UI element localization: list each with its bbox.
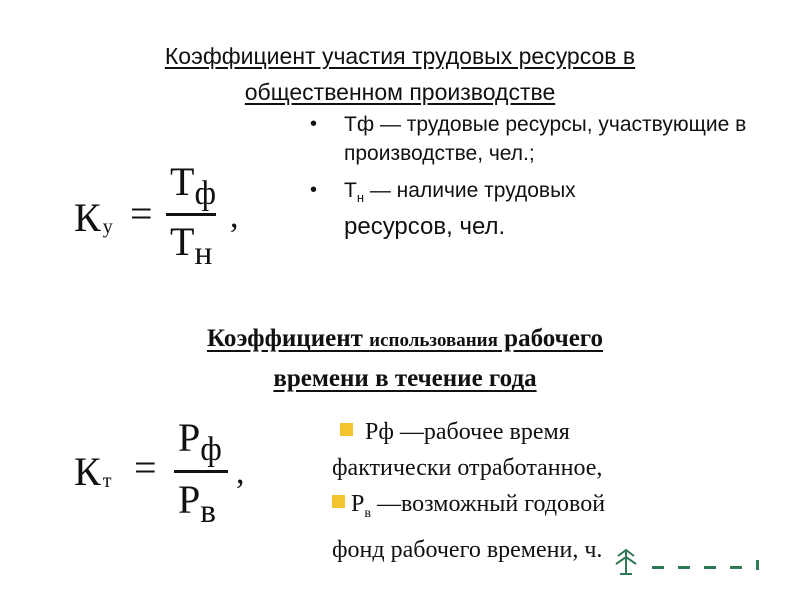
title-work-time-usage [80,320,730,398]
list-item [310,110,750,168]
formula2-den-sub: в [200,493,216,530]
bullet-icon: • [310,179,318,201]
formula2-denominator [178,477,216,532]
list1-item2-prefix: Т [344,179,357,202]
list2-item2-rest: —возможный годовой [370,491,606,517]
bullet-square-icon [332,495,345,508]
formula2-equals: = [134,445,157,490]
title2-part1: Коэффициент [206,325,370,352]
formula2-fraction-bar [174,470,228,473]
formula2-num-sub: ф [200,431,222,468]
formula2-lhs-sub: т [102,470,112,492]
formula2-comma: , [236,454,245,491]
formula1-lhs [74,195,113,247]
formula2-lhs [74,449,112,501]
definitions-list-1 [310,110,750,250]
list2-item2-prefix: Р [351,491,365,517]
title2-line1 [80,320,730,360]
list1-item2-line2: ресурсов, чел. [344,213,506,241]
list1-item2-sub: н [356,190,365,206]
formula1-equals: = [130,191,153,236]
formula1-num-symbol: Т [170,159,195,204]
bullet-icon: • [310,113,318,135]
title2-part2: использования [369,330,498,351]
formula-ky [74,158,274,272]
formula1-denominator [170,219,213,274]
formula-kt [74,412,274,532]
title2-part3: рабочего [497,325,604,352]
formula1-fraction-bar [166,213,216,216]
formula1-comma: , [230,198,239,235]
formula1-den-symbol: Т [170,219,195,264]
list2-item1-line2: фактически отработанное, [332,455,603,481]
list2-item2-sub: в [364,505,371,521]
formula1-lhs-sub: у [102,216,113,238]
title-labor-participation [60,38,740,110]
list2-item2-line2: фонд рабочего времени, ч. [332,536,603,563]
title2-line2: времени в течение года [273,365,537,392]
formula2-lhs-symbol: К [74,449,101,494]
formula1-numerator [170,159,217,214]
bullet-square-icon [340,423,353,436]
definitions-list-2 [332,414,742,568]
formula2-num-symbol: Р [178,415,201,460]
list2-item1-line1: Рф —рабочее время [359,419,570,445]
list-item [332,414,742,450]
formula1-den-sub: н [194,235,213,272]
list1-item2-rest: — наличие трудовых [364,179,576,202]
formula1-num-sub: ф [194,175,217,212]
formula1-lhs-symbol: К [74,195,101,240]
decoration-icons [612,546,782,576]
title1-line1: Коэффициент участия трудовых ресурсов в [164,43,636,69]
tree-icon [616,550,636,574]
list-item [310,176,750,242]
dots-icon [652,560,759,570]
list1-item1-text: Тф — трудовые ресурсы, участвующие в производстве, чел.; [344,113,747,165]
formula2-numerator [178,415,222,470]
formula2-den-symbol: Р [178,477,201,522]
title1-line2: общественном производстве [244,79,556,105]
list-item [332,486,742,532]
